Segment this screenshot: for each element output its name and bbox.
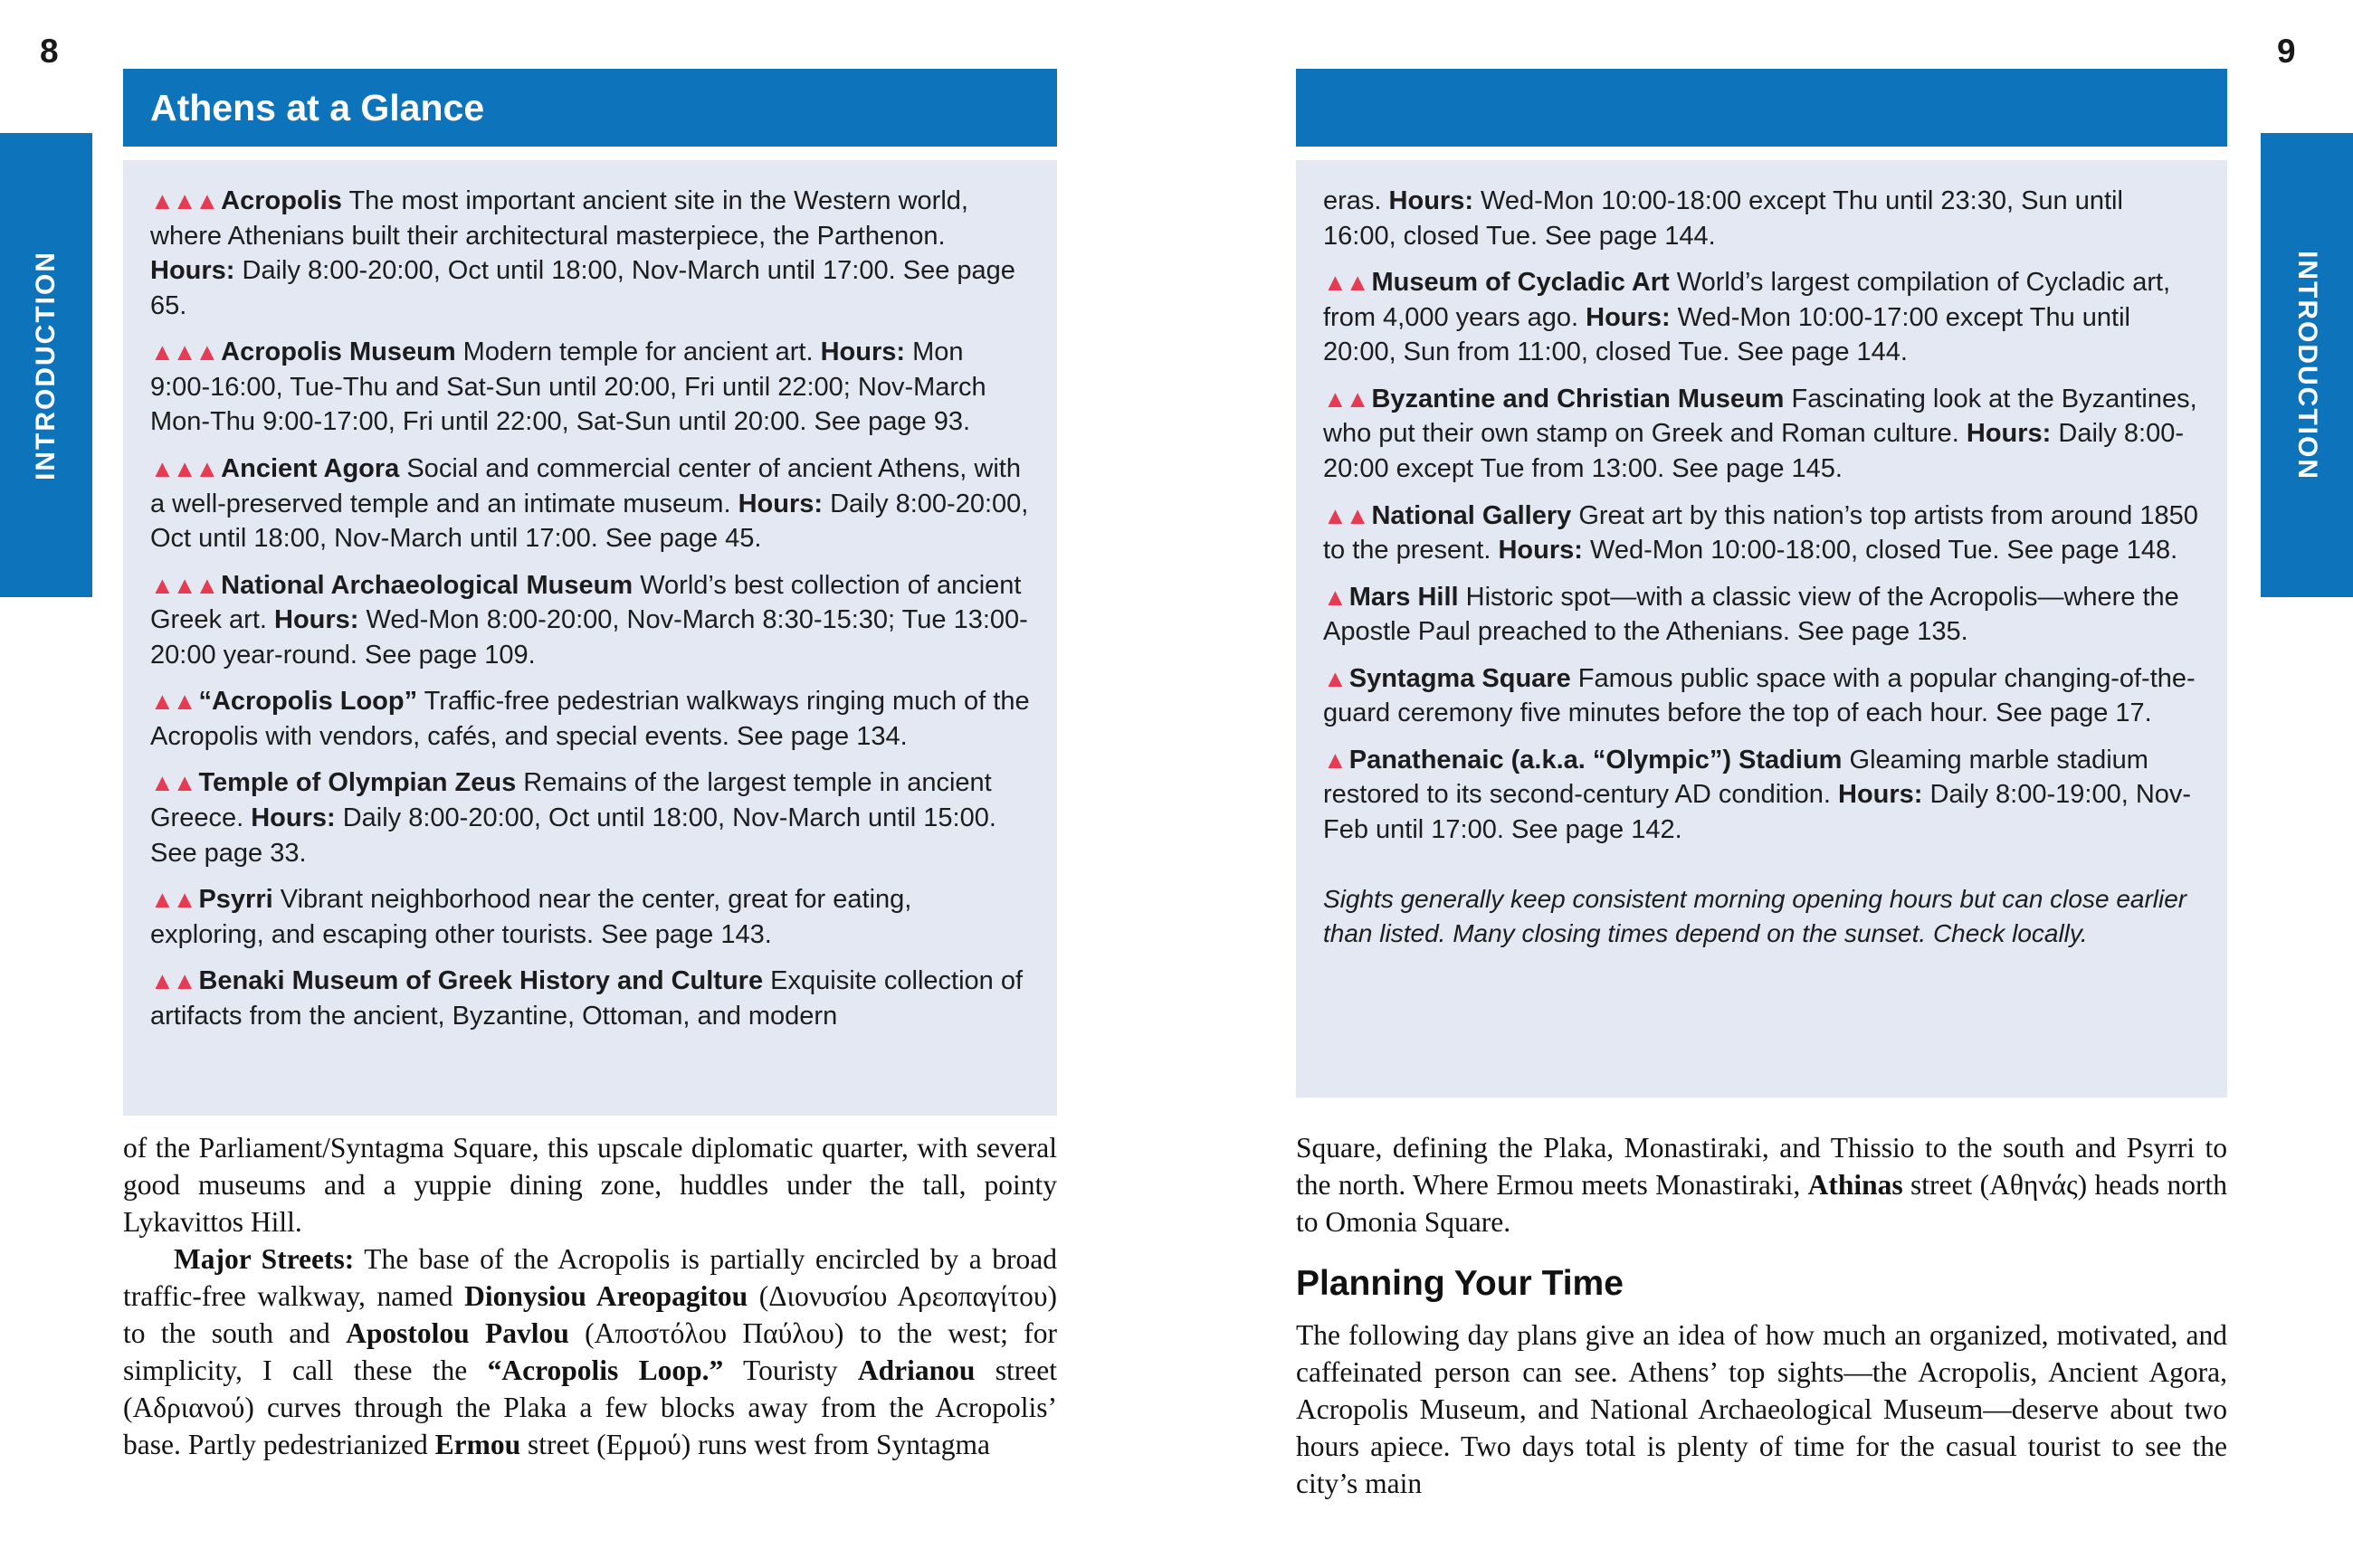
text-segment: Hours: [1498,536,1583,565]
sight-name: Acropolis Museum [221,337,456,367]
text-segment: Hours: [1966,419,2052,449]
text-segment: Ermou [434,1429,521,1460]
rating-triangles-icon: ▲ [1323,664,1346,692]
text-segment: Hours: [1838,780,1923,810]
text-segment: Vibrant neighborhood near the center, great for eating, exploring, and escaping other tourists. See page 143. [150,885,912,949]
body-text-left [123,1129,1057,1463]
text-segment: Hours: [820,337,906,367]
sight-entry [150,765,1030,870]
text-segment: Dionysiou Areopagitou [464,1280,748,1312]
text-segment: Social and commercial center of ancient Athens, with a well-preserved temple and an intimate museum. [150,453,1021,518]
rating-triangles-icon: ▲▲ [150,967,195,995]
sight-entry [1323,184,2200,253]
sight-entry [150,184,1030,323]
sight-entry [150,964,1030,1033]
text-segment: World’s largest compilation of Cycladic art, from 4,000 years ago. [1323,268,2171,332]
body-paragraph [123,1240,1057,1463]
section-tab-right [2261,133,2353,597]
text-segment: Wed-Mon 10:00-18:00 except Thu until 23:30, Sun until 16:00, closed Tue. See page 144. [1323,186,2123,251]
text-segment: “Acropolis Loop.” [487,1354,724,1386]
text-segment: Traffic-free pedestrian walkways ringing much of the Acropolis with vendors, cafés, and special events. See page 134. [150,687,1030,751]
text-segment: Exquisite collection of artifacts from the ancient, Byzantine, Ottoman, and modern [150,966,1024,1031]
rating-triangles-icon: ▲ [1323,583,1346,611]
body-paragraph [1296,1129,2227,1240]
text-segment: street (Αδριανού) curves through the Plaka a few blocks away from the Acropolis’ base. Partly pedestrianized [123,1354,1057,1460]
rating-triangles-icon: ▲▲ [150,886,195,914]
sight-name: Ancient Agora [221,453,400,483]
text-segment: Wed-Mon 8:00-20:00, Nov-March 8:30-15:30; Tue 13:00-20:00 year-round. See page 109. [150,605,1028,670]
text-segment: Daily 8:00-20:00, Oct until 18:00, Nov-March until 17:00. See page 45. [150,489,1029,554]
rating-triangles-icon: ▲▲ [1323,385,1368,413]
text-segment: Square, defining the Plaka, Monastiraki, and Thissio to the south and Psyrri to the north. Where Ermou meets Monastiraki, [1296,1132,2227,1201]
sight-name: Acropolis [221,186,342,215]
sight-name: National Gallery [1371,500,1572,530]
rating-triangles-icon: ▲▲▲ [150,571,218,599]
sight-entry [150,451,1030,556]
text-segment: (Αποστόλου Παύλου) to the west; for simplicity, I call these the [123,1317,1057,1386]
glance-box-note: Sights generally keep consistent morning opening hours but can close earlier than listed. Many closing times depend on the sunset. Check locally. [1323,884,2187,947]
section-tab-right-label: INTRODUCTION [2292,250,2322,480]
sight-entry [150,568,1030,673]
rating-triangles-icon: ▲▲▲ [150,338,218,366]
rating-triangles-icon: ▲ [1323,746,1346,774]
text-segment: street (Ερμού) runs west from Syntagma [520,1429,990,1460]
text-segment: Modern temple for ancient art. [462,337,821,367]
text-segment: The base of the Acropolis is partially encircled by a broad traffic-free walkway, named [123,1243,1057,1312]
text-segment: Hours: [1586,302,1671,332]
text-segment: eras. [1323,186,1389,215]
text-segment: Hours: [274,605,359,635]
sight-entry [150,684,1030,754]
text-segment: Adrianou [857,1354,976,1386]
sight-name: Museum of Cycladic Art [1371,268,1670,298]
glance-header-bar-continuation [1296,69,2227,147]
rating-triangles-icon: ▲▲▲ [150,187,218,214]
text-segment: World’s best collection of ancient Greek art. [150,570,1022,635]
text-segment: Fascinating look at the Byzantines, who put their own stamp on Greek and Roman culture. [1323,384,2197,449]
body-right-paragraphs-after [1296,1316,2227,1502]
sight-entry [1323,661,2200,731]
text-segment: Remains of the largest temple in ancient Greece. [150,768,992,832]
glance-header-bar [123,69,1057,147]
sight-name: Benaki Museum of Greek History and Culture [198,966,764,996]
sight-name: Psyrri [198,885,273,915]
rating-triangles-icon: ▲▲ [150,769,195,797]
glance-box-left [123,160,1057,1116]
sight-name: Byzantine and Christian Museum [1371,384,1785,413]
page-number-left: 8 [40,33,59,70]
body-right-paragraphs [1296,1129,2227,1240]
text-segment: Hours: [1388,186,1473,215]
rating-triangles-icon: ▲▲▲ [150,454,218,482]
sight-entry [1323,580,2200,650]
sight-name: Mars Hill [1348,582,1459,612]
sight-name: Syntagma Square [1348,663,1571,693]
text-segment: Daily 8:00-20:00, Oct until 18:00, Nov-March until 17:00. See page 65. [150,256,1015,320]
text-segment: Wed-Mon 10:00-17:00 except Thu until 20:00, Sun from 11:00, closed Tue. See page 144. [1323,302,2130,367]
text-segment: The most important ancient site in the Western world, where Athenians built their architectural masterpiece, the Parthenon. [150,186,968,251]
sight-name: Panathenaic (a.k.a. “Olympic”) Stadium [1348,745,1843,774]
glance-box-right-entries [1323,184,2200,848]
rating-triangles-icon: ▲▲ [1323,269,1368,297]
text-segment: Touristy [723,1354,858,1386]
text-segment: Daily 8:00-19:00, Nov-Feb until 17:00. See page 142. [1323,780,2192,844]
text-segment: Major Streets: [174,1243,355,1275]
text-segment: Wed-Mon 10:00-18:00, closed Tue. See page 148. [1582,536,2178,565]
text-segment: Daily 8:00-20:00 except Tue from 13:00. See page 145. [1323,419,2184,483]
glance-box-right [1296,160,2227,1098]
sight-entry [150,335,1030,440]
text-segment: (Διονυσίου Αρεοπαγίτου) to the south and [123,1280,1057,1349]
text-segment: Hours: [251,803,336,832]
text-segment: Famous public space with a popular changing-of-the-guard ceremony five minutes before the top of each hour. See page 17. [1323,663,2196,728]
section-tab-left-label: INTRODUCTION [31,250,61,480]
text-segment: Historic spot—with a classic view of the Acropolis—where the Apostle Paul preached to the Athenians. See page 135. [1323,582,2179,647]
sight-entry [1323,743,2200,848]
planning-your-time-heading: Planning Your Time [1296,1264,1624,1303]
section-tab-left [0,133,92,597]
body-text-right [1296,1129,2227,1502]
sight-name: National Archaeological Museum [221,570,634,600]
text-segment: Daily 8:00-20:00, Oct until 18:00, Nov-March until 15:00. See page 33. [150,803,996,868]
text-segment: Hours: [738,489,824,518]
sight-name: Temple of Olympian Zeus [198,768,517,798]
text-segment: Apostolou Pavlou [346,1317,569,1349]
rating-triangles-icon: ▲▲ [1323,501,1368,529]
sight-entry [1323,499,2200,568]
text-segment: Great art by this nation’s top artists from around 1850 to the present. [1323,500,2198,565]
sight-entry [1323,265,2200,370]
text-segment: Mon 9:00-16:00, Tue-Thu and Sat-Sun until 20:00, Fri until 22:00; Nov-March Mon-Thu 9:00-17:00, Fri until 22:00, Sat-Sun until 20:00. See page 93. [150,337,986,437]
text-segment: of the Parliament/Syntagma Square, this upscale diplomatic quarter, with several good museums and a yuppie dining zone, huddles under the tall, pointy Lykavittos Hill. [123,1132,1057,1238]
text-segment: Athinas [1807,1169,1903,1201]
sight-entry [150,882,1030,952]
body-paragraph [1296,1316,2227,1502]
sight-name: “Acropolis Loop” [198,687,418,717]
page-number-right: 9 [2277,33,2296,70]
text-segment: Hours: [150,256,235,286]
text-segment: The following day plans give an idea of how much an organized, motivated, and caffeinated person can see. Athens’ top sights—the Acropolis, Ancient Agora, Acropolis Museum, and National Archaeological Museum—deserve about two hours apiece. Two days total is plenty of time for the casual tourist to see the city’s main [1296,1319,2227,1499]
glance-header-title: Athens at a Glance [150,87,485,128]
text-segment: street (Αθηνάς) heads north to Omonia Square. [1296,1169,2228,1238]
body-paragraph [123,1129,1057,1240]
sight-entry [1323,382,2200,487]
text-segment: Gleaming marble stadium restored to its second-century AD condition. [1323,745,2148,810]
rating-triangles-icon: ▲▲ [150,688,195,716]
